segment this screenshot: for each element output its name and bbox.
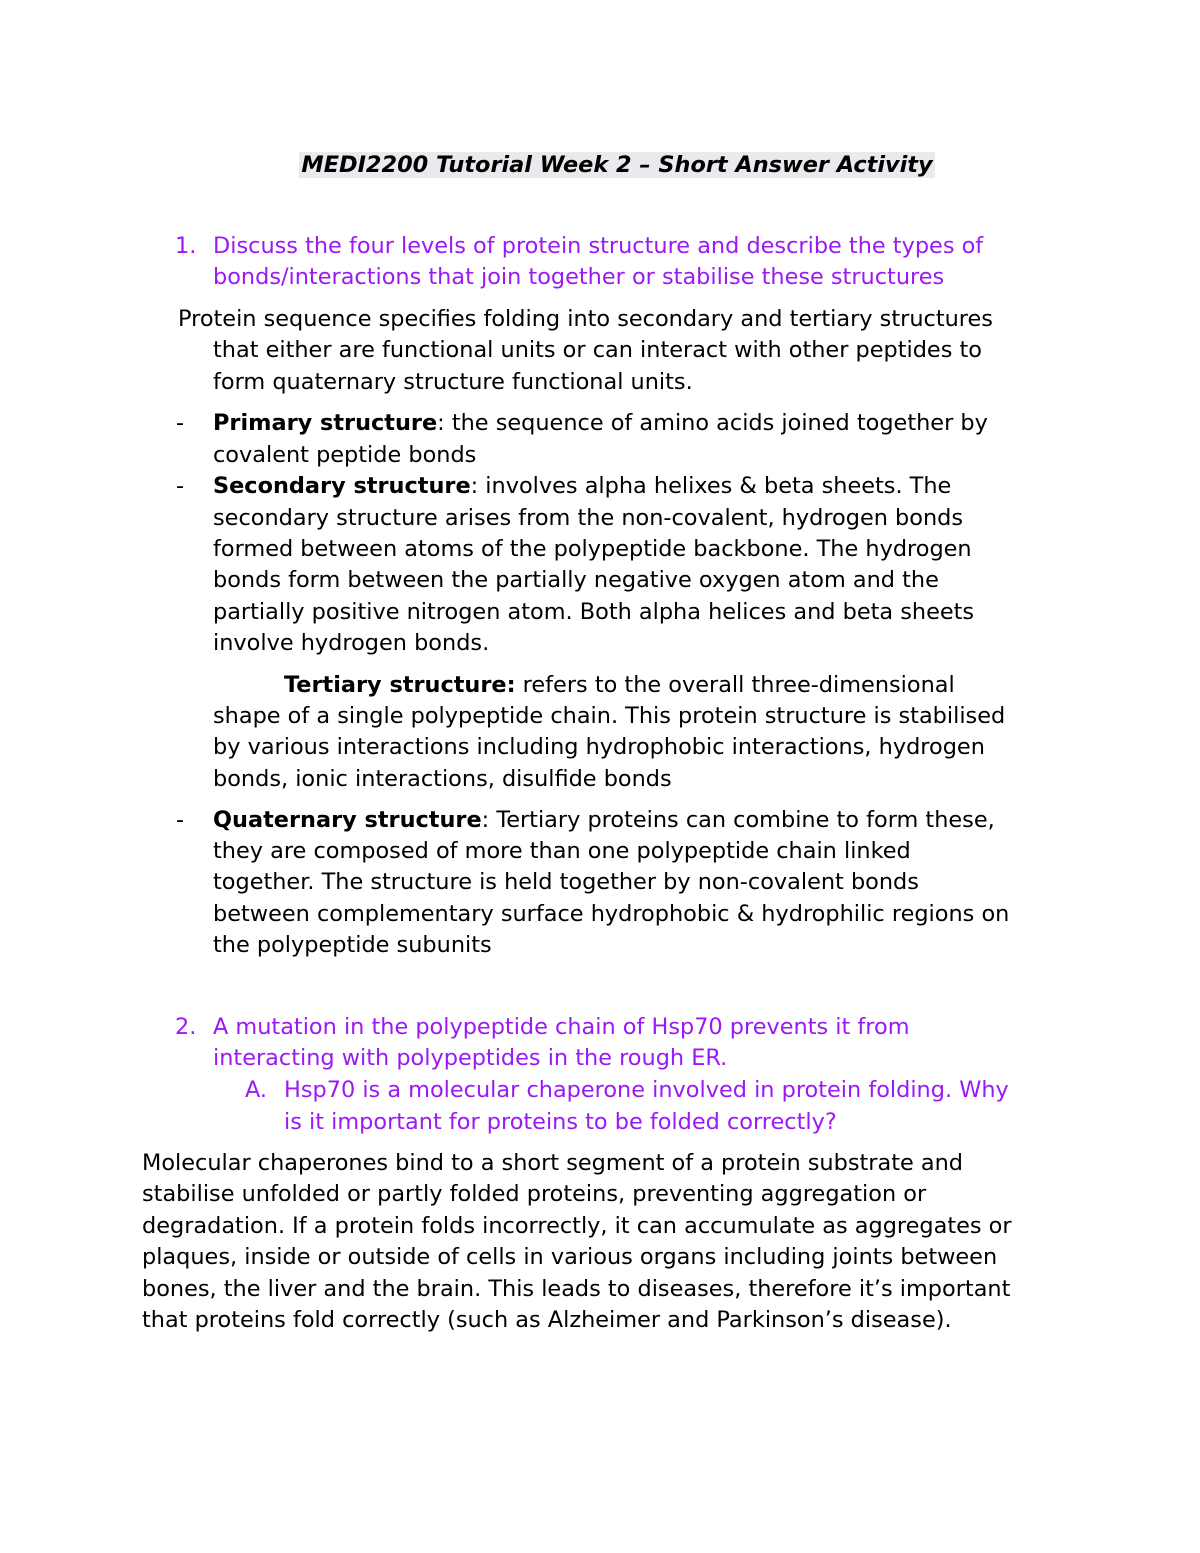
quaternary-label: Quaternary structure xyxy=(213,807,482,833)
quaternary-line-2: they are composed of more than one polypeptide chain linked xyxy=(213,838,911,864)
tertiary-line-3: by various interactions including hydrophobic interactions, hydrogen xyxy=(213,734,985,760)
quaternary-line-1 xyxy=(213,805,995,836)
quaternary-line-5: the polypeptide subunits xyxy=(213,932,492,958)
answer2-line-1: Molecular chaperones bind to a short segment of a protein substrate and xyxy=(142,1150,964,1176)
answer2-line-3: degradation. If a protein folds incorrectly, it can accumulate as aggregates or xyxy=(142,1213,1012,1239)
tertiary-label: Tertiary structure: xyxy=(284,672,516,698)
tertiary-line-2: shape of a single polypeptide chain. This protein structure is stabilised xyxy=(213,703,1006,729)
secondary-line-3: formed between atoms of the polypeptide backbone. The hydrogen xyxy=(213,536,972,562)
intro-line-1: Protein sequence specifies folding into secondary and tertiary structures xyxy=(178,306,993,332)
secondary-line-1 xyxy=(213,471,951,502)
secondary-line-5: partially positive nitrogen atom. Both alpha helices and beta sheets xyxy=(213,599,975,625)
q1-line-1: Discuss the four levels of protein structure and describe the types of xyxy=(213,233,984,259)
secondary-text: : involves alpha helixes & beta sheets. The xyxy=(470,473,952,499)
answer2-line-5: bones, the liver and the brain. This leads to diseases, therefore it’s important xyxy=(142,1276,1011,1302)
tertiary-text: refers to the overall three-dimensional xyxy=(515,672,955,698)
q2a-line-1: Hsp70 is a molecular chaperone involved in protein folding. Why xyxy=(284,1077,1009,1103)
answer2-line-4: plaques, inside or outside of cells in various organs including joints between xyxy=(142,1244,998,1270)
q2-number: 2. xyxy=(175,1014,197,1040)
primary-label: Primary structure xyxy=(213,410,438,436)
secondary-label: Secondary structure xyxy=(213,473,471,499)
secondary-bullet: - xyxy=(176,473,185,499)
q2-line-1: A mutation in the polypeptide chain of Hsp70 prevents it from xyxy=(213,1014,910,1040)
intro-line-2: that either are functional units or can interact with other peptides to xyxy=(213,337,982,363)
tertiary-line-4: bonds, ionic interactions, disulfide bonds xyxy=(213,766,672,792)
q2-line-2: interacting with polypeptides in the rough ER. xyxy=(213,1045,728,1071)
secondary-line-4: bonds form between the partially negative oxygen atom and the xyxy=(213,567,939,593)
q2a-letter: A. xyxy=(245,1077,268,1103)
answer2-line-6: that proteins fold correctly (such as Alzheimer and Parkinson’s disease). xyxy=(142,1307,952,1333)
quaternary-line-4: between complementary surface hydrophobic & hydrophilic regions on xyxy=(213,901,1010,927)
q1-number: 1. xyxy=(175,233,197,259)
primary-line-1 xyxy=(213,408,988,439)
secondary-line-2: secondary structure arises from the non-covalent, hydrogen bonds xyxy=(213,505,964,531)
quaternary-line-3: together. The structure is held together by non-covalent bonds xyxy=(213,869,919,895)
page-title xyxy=(0,150,1200,181)
primary-text: : the sequence of amino acids joined together by xyxy=(437,410,988,436)
quaternary-text: : Tertiary proteins can combine to form these, xyxy=(481,807,995,833)
primary-line-2: covalent peptide bonds xyxy=(213,442,477,468)
secondary-line-6: involve hydrogen bonds. xyxy=(213,630,490,656)
q2a-line-2: is it important for proteins to be folded correctly? xyxy=(284,1109,837,1135)
intro-line-3: form quaternary structure functional units. xyxy=(213,369,693,395)
primary-bullet: - xyxy=(176,410,185,436)
answer2-line-2: stabilise unfolded or partly folded proteins, preventing aggregation or xyxy=(142,1181,927,1207)
quaternary-bullet: - xyxy=(176,807,185,833)
q1-line-2: bonds/interactions that join together or stabilise these structures xyxy=(213,264,945,290)
tertiary-line-1 xyxy=(284,670,955,701)
title-text: MEDI2200 Tutorial Week 2 – Short Answer Activity xyxy=(301,152,933,178)
